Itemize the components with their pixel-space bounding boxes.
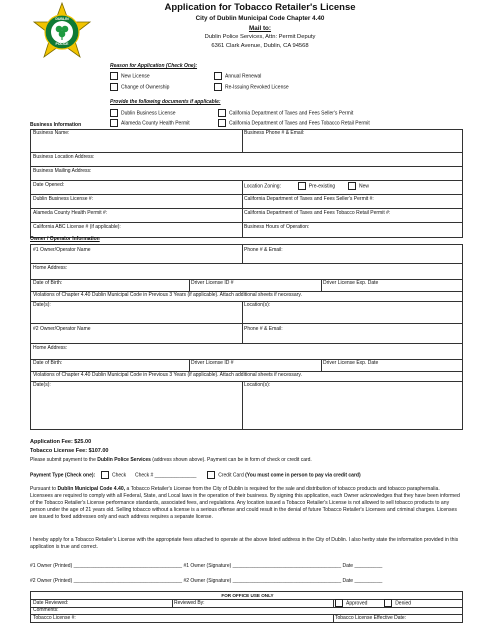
business-mailing-field[interactable]: Business Mailing Address: [33, 168, 92, 174]
health-permit-field[interactable]: Alameda County Health Permit #: [33, 210, 108, 216]
effective-date-field[interactable]: Tobacco License Effective Date: [335, 615, 407, 621]
owner2-signature-line[interactable]: #2 Owner (Printed) _______________________________________ #2 Owner (Signature) _______________________________________ Date __________ [30, 578, 383, 584]
owner2-dates-field[interactable]: Date(s): [33, 382, 51, 388]
business-section-label: Business Information [30, 122, 82, 128]
owner2-dob-field[interactable]: Date of Birth: [33, 360, 63, 366]
checkbox[interactable] [110, 119, 118, 127]
page-subtitle: City of Dublin Municipal Code Chapter 4.40 [195, 15, 325, 22]
owner2-phone-field[interactable]: Phone # & Email: [244, 326, 283, 332]
owner1-driver-license-field[interactable]: Driver License ID # [191, 280, 234, 286]
owner1-row-name [31, 245, 462, 264]
owner2-driver-exp-field[interactable]: Driver License Exp. Date [323, 360, 379, 366]
location-zoning-field: Location Zoning: Pre-existing New [244, 183, 369, 190]
legal-paragraph-2: I hereby apply for a Tobacco Retailer's License with the appropriate fees attached to operate at the above listed address in the City of Dublin. I also herby state the information provided in this application is true and correct. [30, 537, 459, 550]
check-number-field[interactable]: Check # _______________ [134, 472, 197, 479]
new-checkbox[interactable] [348, 182, 356, 190]
checkbox[interactable] [110, 72, 118, 80]
owner1-locations-field[interactable]: Location(s): [244, 302, 271, 308]
reason-reissuing[interactable]: Re-Issuing Revoked License [214, 83, 289, 91]
date-opened-field[interactable]: Date Opened: [33, 182, 65, 188]
office-row-3 [31, 614, 462, 622]
owner1-dob-field[interactable]: Date of Birth: [33, 280, 63, 286]
tobacco-permit-field[interactable]: California Department of Taxes and Fees Tobacco Retail Permit #: [244, 210, 391, 216]
owner1-row-home [31, 263, 462, 280]
payment-type-row: Payment Type (Check one): Check Check # _______________ Credit Card (You must come in person to pay via credit card) [30, 472, 361, 479]
owner2-driver-license-field[interactable]: Driver License ID # [191, 360, 234, 366]
business-row-2 [31, 152, 462, 167]
comments-field[interactable]: Comments: [33, 607, 59, 613]
checkbox[interactable] [218, 119, 226, 127]
submit-note: Please submit payment to the Dublin Police Services (address shown above). Payment can be in form of check or credit card. [30, 457, 312, 463]
owner2-name-field[interactable]: #2 Owner/Operator Name [33, 326, 91, 332]
doc-tobacco-permit[interactable]: California Department of Taxes and Fees Tobacco Retail Permit [218, 119, 370, 127]
checkbox[interactable] [214, 83, 222, 91]
checkbox[interactable] [218, 109, 226, 117]
office-use-table [30, 591, 463, 623]
checkbox[interactable] [110, 83, 118, 91]
business-info-table [30, 129, 463, 238]
reason-new-license[interactable]: New License [110, 72, 150, 80]
doc-health-permit[interactable]: Alameda County Health Permit [110, 119, 190, 127]
doc-dublin-business-license[interactable]: Dublin Business License [110, 109, 175, 117]
owner1-signature-line[interactable]: #1 Owner (Printed) _______________________________________ #1 Owner (Signature) _______________________________________ Date __________ [30, 563, 383, 569]
approval-options: Approved Denied [333, 599, 462, 607]
owner1-violations-label: Violations of Chapter 4.40 Dublin Municipal Code in Previous 3 Years (if applicable). Attach additional sheets if necessary. [33, 292, 302, 298]
business-row-3 [31, 166, 462, 181]
owner2-locations-field[interactable]: Location(s): [244, 382, 271, 388]
owner1-home-field[interactable]: Home Address: [33, 265, 68, 271]
business-row-4 [31, 180, 462, 195]
credit-card-checkbox[interactable] [207, 471, 215, 479]
reason-heading: Reason for Application (Check One): [110, 63, 198, 69]
police-star-icon [32, 2, 92, 62]
dublin-license-field[interactable]: Dublin Business License #: [33, 196, 94, 202]
business-phone-field[interactable]: Business Phone # & Email: [244, 130, 305, 136]
business-hours-field[interactable]: Business Hours of Operation: [244, 224, 310, 230]
owner1-dates-field[interactable]: Date(s): [33, 302, 51, 308]
business-row-1 [31, 130, 462, 153]
owner1-row-dates [31, 301, 462, 324]
abc-license-field[interactable]: California ABC License # (if applicable): [33, 224, 121, 230]
reason-annual-renewal[interactable]: Annual Renewal [214, 72, 261, 80]
owner1-name-field[interactable]: #1 Owner/Operator Name [33, 247, 91, 253]
check-checkbox[interactable] [101, 471, 109, 479]
owner2-row-name [31, 323, 462, 344]
owner-section-label: Owner / Operator Information [30, 236, 100, 242]
seller-permit-field[interactable]: California Department of Taxes and Fees Seller's Permit #: [244, 196, 374, 202]
owner2-home-field[interactable]: Home Address: [33, 345, 68, 351]
approved-checkbox[interactable] [335, 599, 343, 607]
logo-text-bottom: POLICE [55, 42, 69, 46]
legal-paragraph-1: Pursuant to Dublin Municipal Code 4.40, a Tobacco Retailer's License from the City of Dublin is required for the sale and distribution of tobacco products and tobacco paraphernalia. Licensees are required to comply with all Federal, State, and Local laws in the operation of their business. By signing this application, each Owner acknowledges that they have been informed of the Tobacco Retailer's License performance standards, associated fees, and regulations. Any location issued a Tobacco Retailer's License is not allowed to sell tobacco products to any person under the age of 21 years old. Selling tobacco without a license is a serious offense and could result in the denial of future Tobacco Retailer's Licenses and criminal charges. Licenses are issued to fixed addresses only and each address requires a separate license. [30, 486, 460, 520]
business-row-7 [31, 222, 462, 237]
reviewed-by-field[interactable]: Reviewed By: [174, 600, 205, 606]
business-row-6 [31, 208, 462, 223]
mail-to-label: Mail to: [248, 25, 272, 32]
page-title: Application for Tobacco Retailer's License [164, 2, 356, 13]
owner2-violations-label: Violations of Chapter 4.40 Dublin Municipal Code in Previous 3 Years (if applicable). Attach additional sheets if necessary. [33, 372, 302, 378]
application-fee: Application Fee: $25.00 [30, 439, 92, 445]
license-fee: Tobacco License Fee: $107.00 [30, 448, 109, 454]
documents-heading: Provide the following documents if applicable: [110, 99, 221, 105]
business-name-field[interactable]: Business Name: [33, 130, 70, 136]
business-row-5 [31, 194, 462, 209]
mail-address-line1: Dublin Police Services, Attn: Permit Deputy [204, 34, 316, 40]
office-heading: FOR OFFICE USE ONLY [221, 593, 274, 598]
reason-change-ownership[interactable]: Change of Ownership [110, 83, 169, 91]
business-location-field[interactable]: Business Location Address: [33, 154, 95, 160]
doc-seller-permit[interactable]: California Department of Taxes and Fees Seller's Permit [218, 109, 353, 117]
checkbox[interactable] [110, 109, 118, 117]
owner1-phone-field[interactable]: Phone # & Email: [244, 247, 283, 253]
dublin-police-logo [32, 2, 92, 62]
date-reviewed-field[interactable]: Date Reviewed: [33, 600, 69, 606]
owner2-row-dates [31, 381, 462, 429]
logo-text-top: DUBLIN [55, 17, 69, 21]
owner1-driver-exp-field[interactable]: Driver License Exp. Date [323, 280, 379, 286]
owner2-row-home [31, 343, 462, 360]
owner-info-table [30, 244, 463, 430]
mail-address-line2: 6361 Clark Avenue, Dublin, CA 94568 [211, 43, 309, 49]
checkbox[interactable] [214, 72, 222, 80]
pre-existing-checkbox[interactable] [298, 182, 306, 190]
denied-checkbox[interactable] [384, 599, 392, 607]
license-number-field[interactable]: Tobacco License #: [33, 615, 76, 621]
